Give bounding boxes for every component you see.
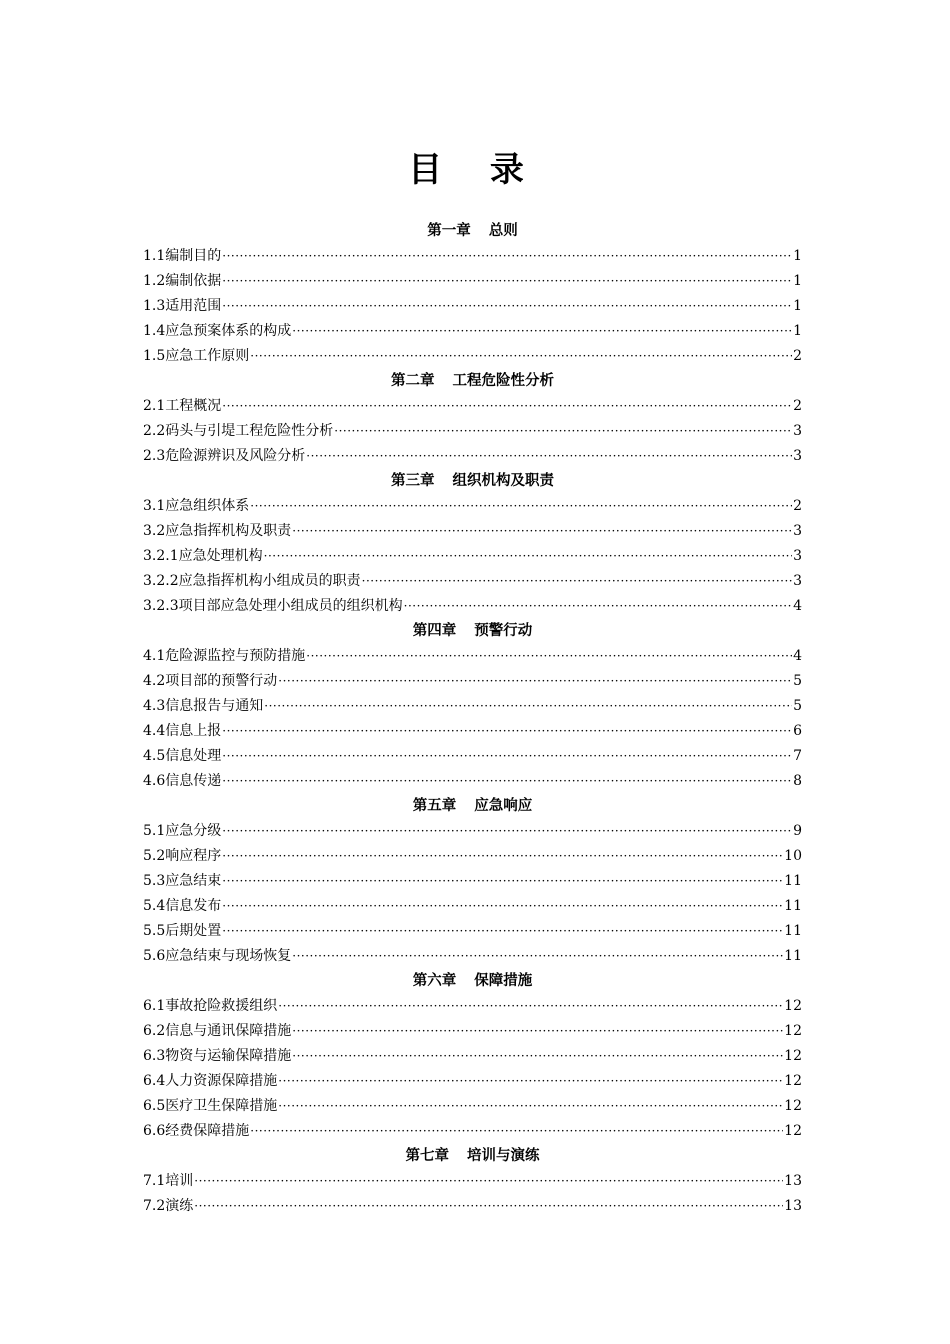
toc-entry-label: 3.2.3项目部应急处理小组成员的组织机构 [143, 598, 403, 614]
toc-entry-label: 1.5应急工作原则 [143, 348, 250, 364]
dot-leader [222, 819, 792, 844]
toc-page-number: 4 [793, 648, 802, 664]
toc-entry-label: 5.2响应程序 [143, 848, 222, 864]
toc-page-number: 3 [793, 448, 802, 464]
toc-entry[interactable] [143, 894, 802, 919]
dot-leader [306, 444, 792, 469]
chapter-number: 第一章 [427, 223, 471, 239]
toc-entry-label: 1.1编制目的 [143, 248, 222, 264]
chapter-number: 第二章 [391, 373, 435, 389]
chapter-heading [143, 619, 802, 644]
dot-leader [222, 869, 783, 894]
toc-entry-label: 5.1应急分级 [143, 823, 222, 839]
dot-leader [222, 719, 792, 744]
toc-entry[interactable] [143, 544, 802, 569]
toc-entry[interactable] [143, 919, 802, 944]
toc-page-number: 12 [784, 998, 802, 1014]
chapter-heading [143, 469, 802, 494]
toc-entry-label: 3.2应急指挥机构及职责 [143, 523, 292, 539]
chapter-name: 应急响应 [474, 798, 533, 814]
toc-entry[interactable] [143, 719, 802, 744]
dot-leader [278, 669, 792, 694]
toc-page-number: 2 [793, 348, 802, 364]
dot-leader [278, 1069, 783, 1094]
toc-entry-label: 1.4应急预案体系的构成 [143, 323, 292, 339]
dot-leader [222, 769, 792, 794]
chapter-heading [143, 369, 802, 394]
toc-entry[interactable] [143, 944, 802, 969]
toc-page-number: 1 [793, 298, 802, 314]
toc-page-number: 2 [793, 398, 802, 414]
toc-page-number: 7 [793, 748, 802, 764]
chapter-heading [143, 794, 802, 819]
dot-leader [194, 1194, 783, 1219]
toc-entry[interactable] [143, 569, 802, 594]
toc-entry[interactable] [143, 244, 802, 269]
toc-entry[interactable] [143, 594, 802, 619]
chapter-heading [143, 219, 802, 244]
toc-entry[interactable] [143, 444, 802, 469]
toc-entry-label: 7.1培训 [143, 1173, 194, 1189]
toc-page-number: 4 [793, 598, 802, 614]
toc-entry-label: 4.4信息上报 [143, 723, 222, 739]
dot-leader [292, 1044, 783, 1069]
dot-leader [278, 994, 783, 1019]
toc-entry-label: 4.3信息报告与通知 [143, 698, 264, 714]
dot-leader [222, 394, 792, 419]
dot-leader [194, 1169, 783, 1194]
toc-page-number: 3 [793, 573, 802, 589]
chapter-number: 第三章 [391, 473, 435, 489]
toc-entry-label: 1.3适用范围 [143, 298, 222, 314]
toc-entry-label: 6.3物资与运输保障措施 [143, 1048, 292, 1064]
toc-entry-label: 4.6信息传递 [143, 773, 222, 789]
page-title: 目 录 [408, 150, 542, 190]
chapter-name: 保障措施 [474, 973, 533, 989]
toc-entry[interactable] [143, 694, 802, 719]
dot-leader [292, 319, 792, 344]
toc-entry[interactable] [143, 869, 802, 894]
toc-page-number: 8 [793, 773, 802, 789]
toc-page-number: 12 [784, 1098, 802, 1114]
toc-page-number: 6 [793, 723, 802, 739]
dot-leader [250, 344, 792, 369]
toc-entry[interactable] [143, 294, 802, 319]
dot-leader [292, 519, 792, 544]
toc-entry[interactable] [143, 419, 802, 444]
toc-entry-label: 3.1应急组织体系 [143, 498, 250, 514]
chapter-heading [143, 969, 802, 994]
toc-entry[interactable] [143, 1044, 802, 1069]
chapter-name: 组织机构及职责 [452, 473, 554, 489]
toc-entry[interactable] [143, 1069, 802, 1094]
dot-leader [222, 744, 792, 769]
toc-page-number: 10 [784, 848, 802, 864]
toc-page-number: 12 [784, 1048, 802, 1064]
toc-page-number: 12 [784, 1023, 802, 1039]
dot-leader [306, 644, 792, 669]
table-of-contents [143, 219, 802, 1219]
toc-page-number: 1 [793, 323, 802, 339]
toc-entry-label: 6.4人力资源保障措施 [143, 1073, 278, 1089]
toc-entry[interactable] [143, 519, 802, 544]
toc-page-number: 1 [793, 248, 802, 264]
chapter-number: 第六章 [412, 973, 457, 989]
toc-entry-label: 5.5后期处置 [143, 923, 222, 939]
toc-entry[interactable] [143, 494, 802, 519]
chapter-name: 培训与演练 [467, 1148, 540, 1164]
toc-page-number: 5 [793, 698, 802, 714]
toc-entry[interactable] [143, 1119, 802, 1144]
toc-entry-label: 5.3应急结束 [143, 873, 222, 889]
toc-entry-label: 3.2.2应急指挥机构小组成员的职责 [143, 573, 361, 589]
toc-entry-label: 4.1危险源监控与预防措施 [143, 648, 306, 664]
toc-entry[interactable] [143, 1094, 802, 1119]
dot-leader [222, 294, 792, 319]
toc-page-number: 5 [793, 673, 802, 689]
dot-leader [362, 569, 792, 594]
toc-entry-label: 2.2码头与引堤工程危险性分析 [143, 423, 334, 439]
chapter-name: 总则 [488, 223, 518, 239]
toc-entry[interactable] [143, 394, 802, 419]
toc-entry-label: 6.6经费保障措施 [143, 1123, 250, 1139]
toc-entry-label: 6.2信息与通讯保障措施 [143, 1023, 292, 1039]
toc-entry[interactable] [143, 1019, 802, 1044]
toc-entry-label: 6.1事故抢险救援组织 [143, 998, 278, 1014]
chapter-number: 第四章 [412, 623, 457, 639]
toc-page-number: 12 [784, 1123, 802, 1139]
toc-entry[interactable] [143, 769, 802, 794]
toc-page-number: 3 [793, 423, 802, 439]
dot-leader [404, 594, 792, 619]
toc-entry-label: 2.3危险源辨识及风险分析 [143, 448, 306, 464]
chapter-number: 第五章 [412, 798, 457, 814]
dot-leader [334, 419, 792, 444]
toc-entry-label: 3.2.1应急处理机构 [143, 548, 263, 564]
toc-page-number: 2 [793, 498, 802, 514]
toc-entry[interactable] [143, 344, 802, 369]
toc-page-number: 11 [784, 873, 802, 889]
dot-leader [250, 1119, 783, 1144]
dot-leader [292, 1019, 783, 1044]
toc-entry[interactable] [143, 994, 802, 1019]
toc-entry-label: 6.5医疗卫生保障措施 [143, 1098, 278, 1114]
toc-page-number: 13 [784, 1173, 802, 1189]
dot-leader [264, 544, 792, 569]
toc-entry[interactable] [143, 844, 802, 869]
toc-entry-label: 4.2项目部的预警行动 [143, 673, 278, 689]
dot-leader [250, 494, 792, 519]
dot-leader [222, 244, 792, 269]
toc-entry-label: 4.5信息处理 [143, 748, 222, 764]
toc-page-number: 11 [784, 898, 802, 914]
chapter-name: 工程危险性分析 [452, 373, 554, 389]
toc-entry-label: 7.2演练 [143, 1198, 194, 1214]
toc-entry[interactable] [143, 744, 802, 769]
toc-page-number: 11 [784, 923, 802, 939]
toc-page-number: 3 [793, 523, 802, 539]
toc-page-number: 13 [784, 1198, 802, 1214]
toc-entry[interactable] [143, 669, 802, 694]
toc-entry-label: 5.6应急结束与现场恢复 [143, 948, 292, 964]
toc-entry[interactable] [143, 819, 802, 844]
toc-entry[interactable] [143, 319, 802, 344]
chapter-number: 第七章 [405, 1148, 449, 1164]
toc-page-number: 1 [793, 273, 802, 289]
dot-leader [278, 1094, 783, 1119]
toc-page-number: 12 [784, 1073, 802, 1089]
chapter-heading [143, 1144, 802, 1169]
toc-page-number: 3 [793, 548, 802, 564]
dot-leader [222, 894, 783, 919]
toc-entry[interactable] [143, 644, 802, 669]
dot-leader [222, 919, 783, 944]
toc-entry-label: 2.1工程概况 [143, 398, 222, 414]
toc-page-number: 11 [784, 948, 802, 964]
toc-entry-label: 1.2编制依据 [143, 273, 222, 289]
toc-entry-label: 5.4信息发布 [143, 898, 222, 914]
dot-leader [264, 694, 792, 719]
dot-leader [292, 944, 783, 969]
toc-entry[interactable] [143, 269, 802, 294]
toc-entry[interactable] [143, 1194, 802, 1219]
dot-leader [222, 844, 783, 869]
toc-page-number: 9 [793, 823, 802, 839]
dot-leader [222, 269, 792, 294]
toc-entry[interactable] [143, 1169, 802, 1194]
chapter-name: 预警行动 [474, 623, 533, 639]
